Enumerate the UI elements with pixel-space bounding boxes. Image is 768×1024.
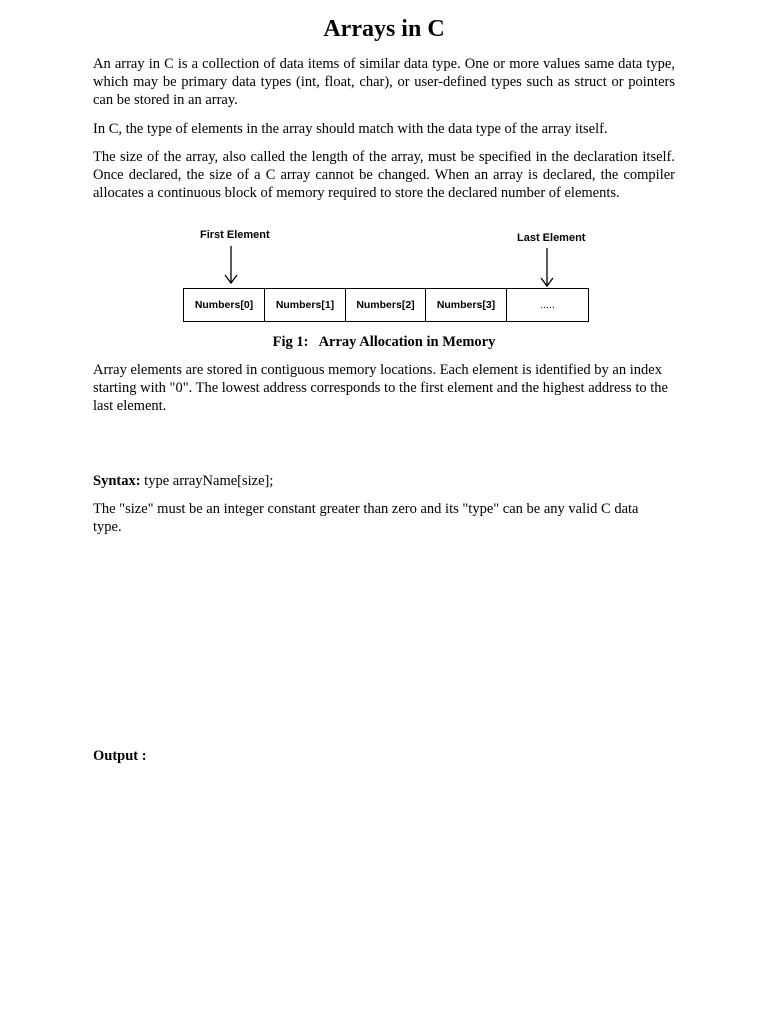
- syntax-line: [93, 472, 675, 490]
- caption-text: Array Allocation in Memory: [318, 334, 496, 350]
- last-element-label: Last Element: [517, 232, 586, 244]
- page-title: Arrays in C: [323, 16, 445, 42]
- array-cells: [183, 288, 589, 322]
- array-cell-ellipsis: .....: [540, 299, 555, 311]
- last-element-arrow-icon: [541, 248, 553, 286]
- array-size-paragraph: The size of the array, also called the length of the array, must be specified in the declaration itself. Once declared, the size of a C array cannot be changed. When an array is declared, the compiler allocates a continuous block of memory required to store the declared number of elements.: [93, 149, 675, 202]
- caption-number: Fig 1:: [272, 334, 309, 350]
- syntax-code: type arrayName[size];: [144, 473, 274, 489]
- array-cell: Numbers[1]: [265, 289, 346, 321]
- array-cell: Numbers[3]: [426, 289, 507, 321]
- array-cell: Numbers[2]: [346, 289, 426, 321]
- output-label: Output :: [93, 748, 147, 764]
- figure-caption: [0, 334, 768, 351]
- type-match-paragraph: In C, the type of elements in the array should match with the data type of the array itself.: [93, 121, 608, 137]
- first-element-label: First Element: [200, 229, 270, 241]
- array-cell: Numbers[0]: [184, 289, 265, 321]
- syntax-label: Syntax:: [93, 473, 141, 489]
- contiguous-paragraph: Array elements are stored in contiguous memory locations. Each element is identified by an index starting with "0". The lowest address corresponds to the first element and the highest address to the last element.: [93, 362, 668, 415]
- first-element-arrow-icon: [225, 246, 237, 283]
- array-memory-figure: [180, 226, 592, 328]
- intro-paragraph: An array in C is a collection of data items of similar data type. One or more values same data type, which may be primary data types (int, float, char), or user-defined types such as struct or pointers can be stored in an array.: [93, 56, 675, 109]
- size-rule-paragraph: The "size" must be an integer constant greater than zero and its "type" can be any valid C data type.: [93, 501, 639, 536]
